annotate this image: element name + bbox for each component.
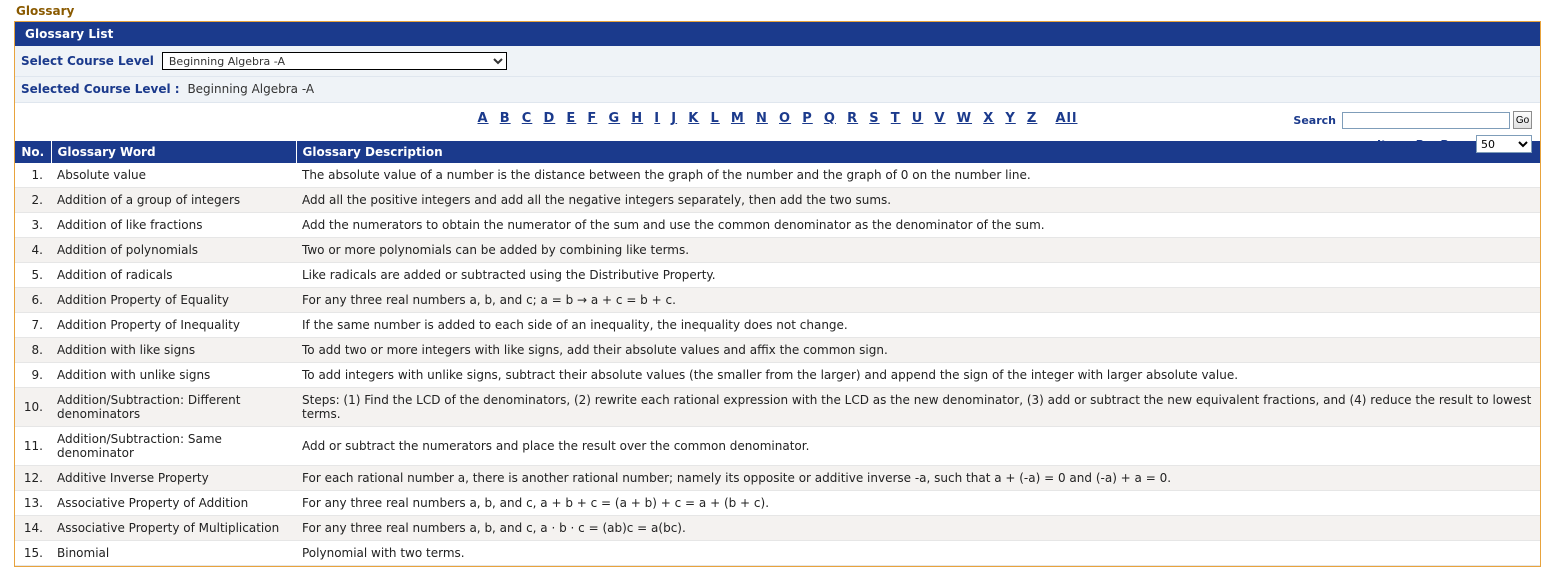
alpha-link-t[interactable]: T bbox=[890, 111, 901, 126]
header-no: No. bbox=[15, 141, 51, 163]
header-glossary-word: Glossary Word bbox=[51, 141, 296, 163]
alpha-link-i[interactable]: I bbox=[654, 111, 661, 126]
panel-title: Glossary List bbox=[15, 22, 1540, 46]
row-desc: Steps: (1) Find the LCD of the denominators, (2) rewrite each rational expression with the LCD as the new denominator, (3) add or subtract the new equivalent fractions, and (4) reduce the result to lowest terms. bbox=[296, 388, 1540, 427]
row-no: 4. bbox=[15, 238, 51, 263]
table-row bbox=[15, 388, 1540, 427]
header-glossary-description: Glossary Description bbox=[296, 141, 1540, 163]
alpha-link-f[interactable]: F bbox=[587, 111, 598, 126]
glossary-table-head bbox=[15, 141, 1540, 163]
selected-course-value: Beginning Algebra -A bbox=[187, 82, 315, 96]
select-course-level-label: Select Course Level bbox=[21, 54, 154, 68]
table-row bbox=[15, 288, 1540, 313]
row-desc: Polynomial with two terms. bbox=[296, 541, 1540, 566]
row-no: 12. bbox=[15, 466, 51, 491]
row-desc: For any three real numbers a, b, and c; a = b → a + c = b + c. bbox=[296, 288, 1540, 313]
alpha-filter-zone bbox=[15, 103, 1540, 151]
row-word: Associative Property of Multiplication bbox=[51, 516, 296, 541]
course-level-select[interactable] bbox=[162, 52, 507, 70]
row-no: 11. bbox=[15, 427, 51, 466]
search-area bbox=[1293, 111, 1532, 129]
selected-course-row bbox=[15, 77, 1540, 103]
glossary-table-body bbox=[15, 163, 1540, 566]
row-no: 15. bbox=[15, 541, 51, 566]
table-row bbox=[15, 213, 1540, 238]
row-word: Addition of polynomials bbox=[51, 238, 296, 263]
breadcrumb: Glossary bbox=[16, 4, 75, 18]
table-row bbox=[15, 466, 1540, 491]
course-level-row bbox=[15, 46, 1540, 77]
table-row bbox=[15, 516, 1540, 541]
table-row bbox=[15, 363, 1540, 388]
search-label: Search bbox=[1293, 113, 1336, 127]
alpha-link-q[interactable]: Q bbox=[823, 111, 836, 126]
alpha-link-u[interactable]: U bbox=[911, 111, 924, 126]
row-no: 6. bbox=[15, 288, 51, 313]
row-desc: For any three real numbers a, b, and c, a · b · c = (ab)c = a(bc). bbox=[296, 516, 1540, 541]
row-word: Addition with like signs bbox=[51, 338, 296, 363]
alpha-link-h[interactable]: H bbox=[631, 111, 644, 126]
alpha-link-w[interactable]: W bbox=[956, 111, 973, 126]
row-no: 14. bbox=[15, 516, 51, 541]
alpha-link-a[interactable]: A bbox=[477, 111, 489, 126]
alpha-link-j[interactable]: J bbox=[671, 111, 678, 126]
glossary-panel bbox=[14, 21, 1541, 567]
alpha-link-b[interactable]: B bbox=[499, 111, 511, 126]
alpha-link-m[interactable]: M bbox=[730, 111, 745, 126]
alpha-link-s[interactable]: S bbox=[869, 111, 880, 126]
table-row bbox=[15, 238, 1540, 263]
alpha-link-o[interactable]: O bbox=[779, 111, 792, 126]
alpha-link-c[interactable]: C bbox=[521, 111, 533, 126]
table-row bbox=[15, 313, 1540, 338]
row-no: 1. bbox=[15, 163, 51, 188]
search-go-button[interactable]: Go bbox=[1513, 111, 1532, 129]
table-row bbox=[15, 188, 1540, 213]
alpha-link-l[interactable]: L bbox=[710, 111, 720, 126]
row-no: 2. bbox=[15, 188, 51, 213]
alpha-link-k[interactable]: K bbox=[688, 111, 700, 126]
row-word: Addition with unlike signs bbox=[51, 363, 296, 388]
row-no: 10. bbox=[15, 388, 51, 427]
row-desc: Add the numerators to obtain the numerator of the sum and use the common denominator as the denominator of the sum. bbox=[296, 213, 1540, 238]
row-desc: Add or subtract the numerators and place the result over the common denominator. bbox=[296, 427, 1540, 466]
alpha-link-p[interactable]: P bbox=[802, 111, 813, 126]
row-desc: If the same number is added to each side of an inequality, the inequality does not change. bbox=[296, 313, 1540, 338]
alpha-link-v[interactable]: V bbox=[934, 111, 946, 126]
items-per-page-label: Items Per Page bbox=[1377, 137, 1471, 151]
alpha-link-n[interactable]: N bbox=[756, 111, 768, 126]
alpha-link-d[interactable]: D bbox=[543, 111, 556, 126]
table-row bbox=[15, 263, 1540, 288]
items-per-page-select[interactable] bbox=[1476, 135, 1532, 153]
table-row bbox=[15, 491, 1540, 516]
row-desc: Two or more polynomials can be added by combining like terms. bbox=[296, 238, 1540, 263]
alpha-link-x[interactable]: X bbox=[983, 111, 995, 126]
table-row bbox=[15, 427, 1540, 466]
row-no: 9. bbox=[15, 363, 51, 388]
search-input[interactable] bbox=[1342, 112, 1510, 129]
items-per-page-area bbox=[1377, 135, 1532, 153]
row-desc: To add integers with unlike signs, subtract their absolute values (the smaller from the larger) and append the sign of the integer with larger absolute value. bbox=[296, 363, 1540, 388]
glossary-table bbox=[15, 141, 1540, 566]
row-word: Addition of a group of integers bbox=[51, 188, 296, 213]
row-desc: The absolute value of a number is the distance between the graph of the number and the graph of 0 on the number line. bbox=[296, 163, 1540, 188]
alpha-link-y[interactable]: Y bbox=[1005, 111, 1016, 126]
row-word: Absolute value bbox=[51, 163, 296, 188]
row-word: Associative Property of Addition bbox=[51, 491, 296, 516]
alpha-link-z[interactable]: Z bbox=[1026, 111, 1038, 126]
table-row bbox=[15, 338, 1540, 363]
row-word: Addition of radicals bbox=[51, 263, 296, 288]
row-word: Additive Inverse Property bbox=[51, 466, 296, 491]
alpha-link-all[interactable]: All bbox=[1055, 111, 1078, 126]
row-word: Addition Property of Equality bbox=[51, 288, 296, 313]
row-no: 3. bbox=[15, 213, 51, 238]
row-desc: Like radicals are added or subtracted using the Distributive Property. bbox=[296, 263, 1540, 288]
row-no: 7. bbox=[15, 313, 51, 338]
alpha-link-e[interactable]: E bbox=[566, 111, 577, 126]
alpha-link-r[interactable]: R bbox=[847, 111, 859, 126]
row-word: Addition/Subtraction: Same denominator bbox=[51, 427, 296, 466]
row-word: Addition Property of Inequality bbox=[51, 313, 296, 338]
row-desc: For any three real numbers a, b, and c, a + b + c = (a + b) + c = a + (b + c). bbox=[296, 491, 1540, 516]
row-desc: For each rational number a, there is another rational number; namely its opposite or additive inverse -a, such that a + (-a) = 0 and (-a) + a = 0. bbox=[296, 466, 1540, 491]
table-row bbox=[15, 541, 1540, 566]
row-word: Addition of like fractions bbox=[51, 213, 296, 238]
selected-course-label: Selected Course Level : bbox=[21, 82, 180, 96]
row-no: 5. bbox=[15, 263, 51, 288]
row-desc: To add two or more integers with like signs, add their absolute values and affix the common sign. bbox=[296, 338, 1540, 363]
row-no: 8. bbox=[15, 338, 51, 363]
row-desc: Add all the positive integers and add all the negative integers separately, then add the two sums. bbox=[296, 188, 1540, 213]
row-no: 13. bbox=[15, 491, 51, 516]
table-row bbox=[15, 163, 1540, 188]
alpha-link-g[interactable]: G bbox=[608, 111, 621, 126]
glossary-header-row bbox=[15, 141, 1540, 163]
row-word: Addition/Subtraction: Different denominators bbox=[51, 388, 296, 427]
row-word: Binomial bbox=[51, 541, 296, 566]
